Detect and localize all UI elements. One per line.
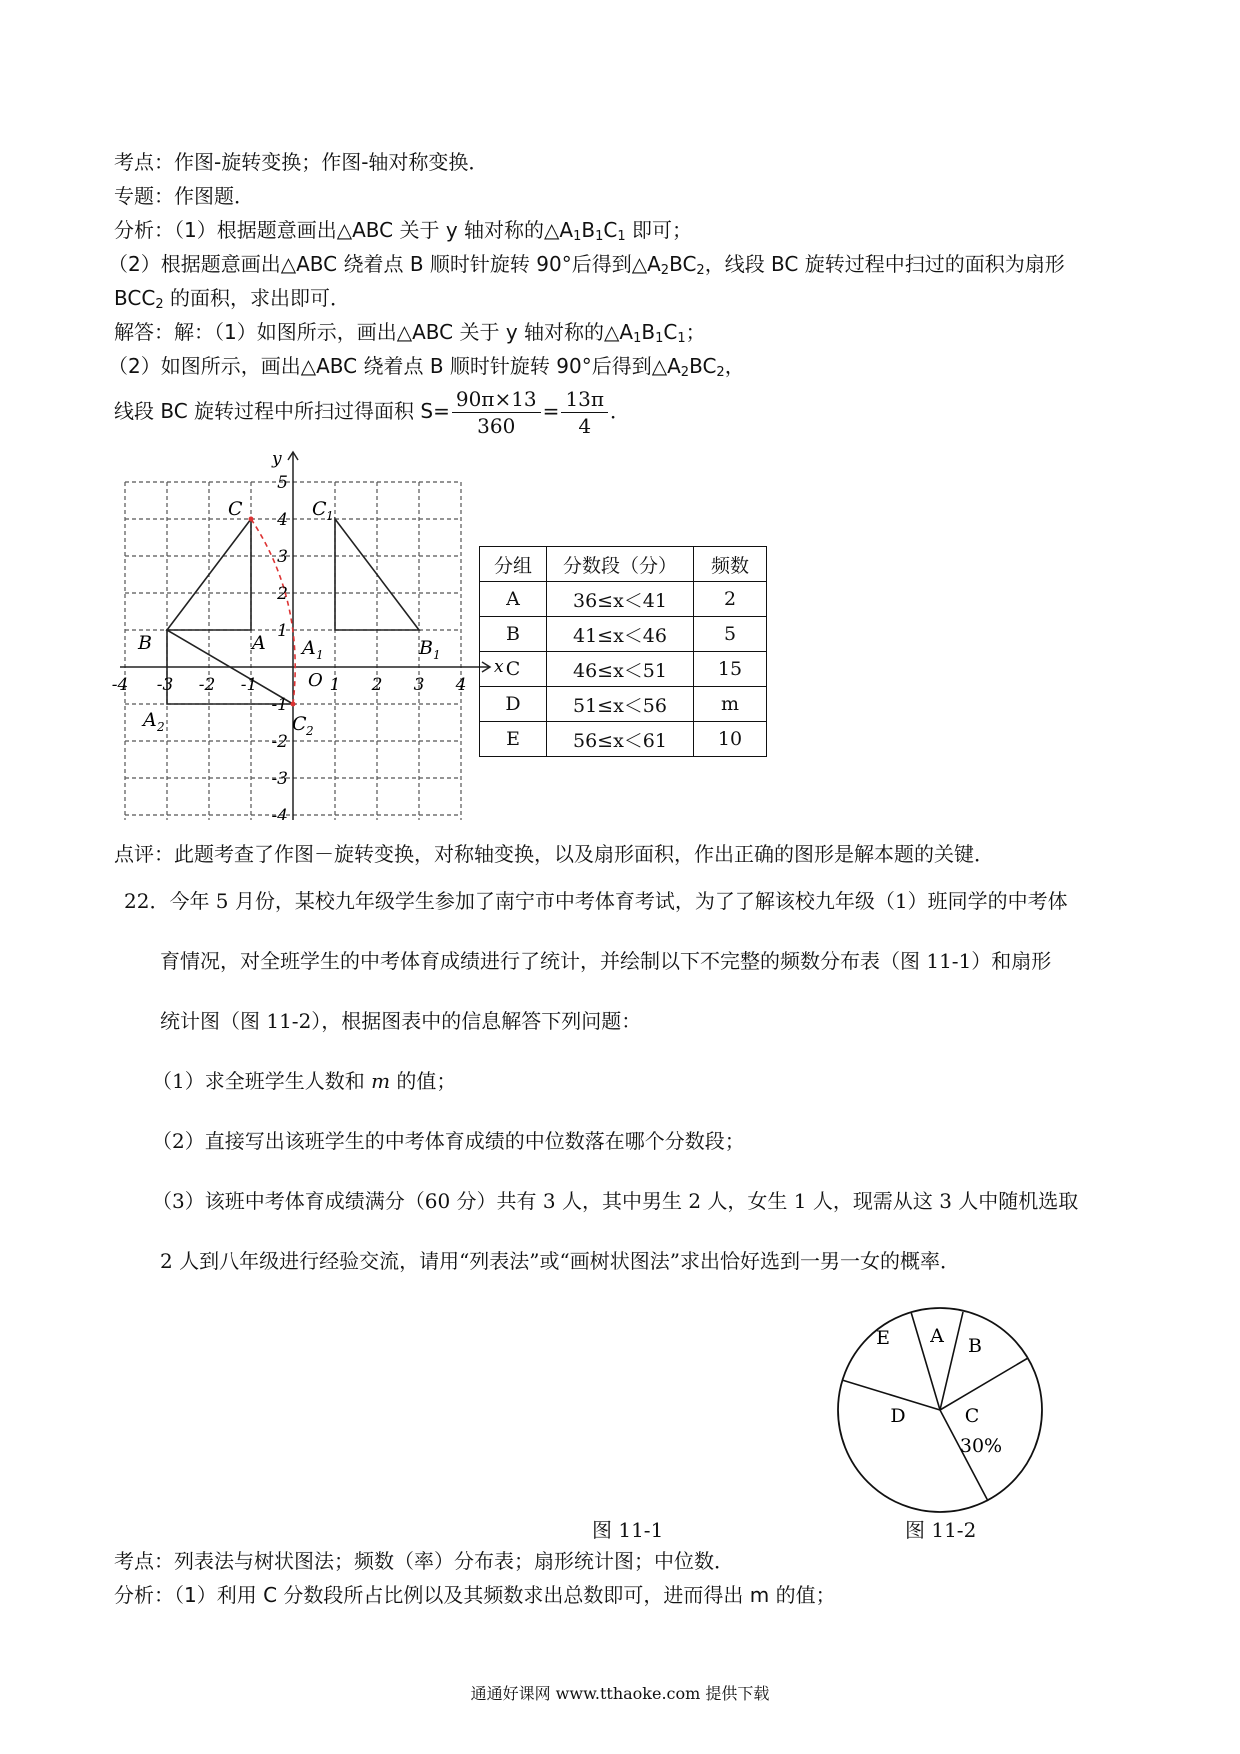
fenxi-line-2: （2）根据题意画出△ABC 绕着点 B 顺时针旋转 90°后得到$\triangle A_2BC_2$，线段 BC 旋转过程中扫过的面积为扇形	[108, 252, 1065, 278]
svg-text:-1: -1	[240, 675, 258, 695]
svg-text:O: O	[308, 670, 323, 691]
pie-label-e: E	[876, 1327, 890, 1349]
table-cell: 51≤x＜56	[547, 687, 694, 722]
table-cell: E	[480, 722, 547, 757]
q22-sub-3-line-2: 2 人到八年级进行经验交流，请用“列表法”或“画树状图法”求出恰好选到一男一女的概率．	[160, 1249, 960, 1273]
svg-text:1: 1	[433, 648, 441, 662]
svg-text:C: C	[312, 498, 327, 520]
header-cell: 分数段（分）	[547, 547, 694, 582]
pie-divider	[940, 1358, 1028, 1410]
svg-text:2: 2	[157, 720, 165, 734]
svg-text:-1: -1	[271, 695, 288, 715]
table-cell: 2	[694, 582, 767, 617]
jieda-line-1: 解答：解：（1）如图所示，画出△ABC 关于 y 轴对称的$\triangle A_1B_1C_1$；	[114, 320, 706, 346]
table-cell: A	[480, 582, 547, 617]
header-cell: 频数	[694, 547, 767, 582]
svg-text:2: 2	[277, 584, 288, 604]
svg-text:-3: -3	[156, 675, 174, 695]
svg-text:A: A	[143, 709, 157, 731]
svg-text:y: y	[272, 449, 282, 469]
frequency-table	[479, 546, 767, 757]
svg-text:2: 2	[306, 724, 314, 738]
pie-annotation-c: 30%	[959, 1435, 1003, 1457]
svg-text:-2: -2	[198, 675, 216, 695]
svg-text:C: C	[292, 713, 307, 735]
q22-line-3: 统计图（图 11-2），根据图表中的信息解答下列问题：	[160, 1009, 642, 1033]
svg-text:-4: -4	[111, 675, 129, 695]
svg-text:4: 4	[455, 675, 467, 695]
header-cell: 分组	[480, 547, 547, 582]
fenxi-line-2-1: 分析：（1）利用 C 分数段所占比例以及其频数求出总数即可，进而得出 m 的值；	[114, 1583, 836, 1607]
svg-text:A: A	[252, 632, 266, 654]
q22-sub-3-line-1: （3）该班中考体育成绩满分（60 分）共有 3 人，其中男生 2 人，女生 1 人，现需从这 3 人中随机选取	[152, 1189, 1079, 1213]
svg-text:-4: -4	[271, 806, 288, 820]
table-cell: 41≤x＜46	[547, 617, 694, 652]
svg-text:5: 5	[277, 473, 288, 493]
svg-text:1: 1	[326, 509, 334, 523]
q22-sub-1: （1）求全班学生人数和 m 的值；	[152, 1069, 457, 1093]
pie-label-b: B	[968, 1335, 982, 1357]
fraction-1: $\frac{90\pi\times 13}{360}$	[452, 386, 541, 439]
table-cell: 5	[694, 617, 767, 652]
jieda-line-2: （2）如图所示，画出△ABC 绕着点 B 顺时针旋转 90°后得到$\triangle A_2BC_2$，	[108, 354, 745, 380]
svg-text:B: B	[138, 632, 152, 654]
kaodian-line: 考点：作图-旋转变换；作图-轴对称变换．	[114, 150, 489, 174]
table-cell: D	[480, 687, 547, 722]
area-formula-line: 线段 BC 旋转过程中所扫过得面积 S= $\frac{90\pi\times 13}{360}$ = $\frac{13\pi}{4}$ ．	[114, 387, 631, 438]
svg-text:A: A	[302, 637, 316, 659]
table-row	[480, 617, 767, 652]
svg-text:3: 3	[277, 547, 288, 567]
svg-text:B: B	[419, 637, 433, 659]
table-cell: m	[694, 687, 767, 722]
fenxi-line-3: $BCC_2$ 的面积，求出即可．	[114, 286, 350, 312]
q22-line-2: 育情况，对全班学生的中考体育成绩进行了统计，并绘制以下不完整的频数分布表（图 11-1）和扇形	[160, 949, 1052, 973]
svg-text:3: 3	[413, 675, 425, 695]
table-row	[480, 722, 767, 757]
table-row	[480, 652, 767, 687]
table-cell: 46≤x＜51	[547, 652, 694, 687]
q22-sub-2: （2）直接写出该班学生的中考体育成绩的中位数落在哪个分数段；	[152, 1129, 745, 1153]
fenxi-line-1: 分析：（1）根据题意画出△ABC 关于 y 轴对称的$\triangle A_1B_1C_1$ 即可；	[114, 218, 692, 244]
svg-text:1: 1	[329, 675, 341, 695]
table-row	[480, 687, 767, 722]
svg-text:4: 4	[277, 510, 288, 530]
q22-line-1: 22．今年 5 月份，某校九年级学生参加了南宁市中考体育考试，为了了解该校九年级（1）班同学的中考体	[124, 889, 1068, 913]
svg-text:-3: -3	[271, 769, 288, 789]
table-cell: 56≤x＜61	[547, 722, 694, 757]
svg-text:1: 1	[316, 648, 324, 662]
svg-text:C: C	[228, 498, 243, 520]
table-row	[480, 582, 767, 617]
pie-chart	[830, 1300, 1050, 1520]
dianping-line: 点评：此题考查了作图－旋转变换，对称轴变换，以及扇形面积，作出正确的图形是解本题的关键．	[114, 842, 994, 866]
svg-text:2: 2	[371, 675, 383, 695]
svg-text:-2: -2	[271, 732, 288, 752]
fraction-2: $\frac{13\pi}{4}$	[561, 386, 608, 439]
table-cell: 10	[694, 722, 767, 757]
page-footer: 通通好课网 www.tthaoke.com 提供下载	[470, 1684, 770, 1703]
table-cell: 36≤x＜41	[547, 582, 694, 617]
pie-label-a: A	[930, 1325, 944, 1347]
table-cell: C	[480, 652, 547, 687]
kaodian-line-2: 考点：列表法与树状图法；频数（率）分布表；扇形统计图；中位数．	[114, 1549, 734, 1573]
table-header-row	[480, 547, 767, 582]
zhuanti-line: 专题：作图题．	[114, 184, 254, 208]
pie-label-d: D	[890, 1405, 906, 1427]
table-cell: B	[480, 617, 547, 652]
table-cell: 15	[694, 652, 767, 687]
caption-fig-11-1: 图 11-1	[592, 1518, 664, 1542]
pie-label-c: C	[964, 1405, 980, 1427]
svg-text:x: x	[494, 657, 504, 677]
caption-fig-11-2: 图 11-2	[905, 1518, 977, 1542]
svg-text:1: 1	[277, 621, 288, 641]
